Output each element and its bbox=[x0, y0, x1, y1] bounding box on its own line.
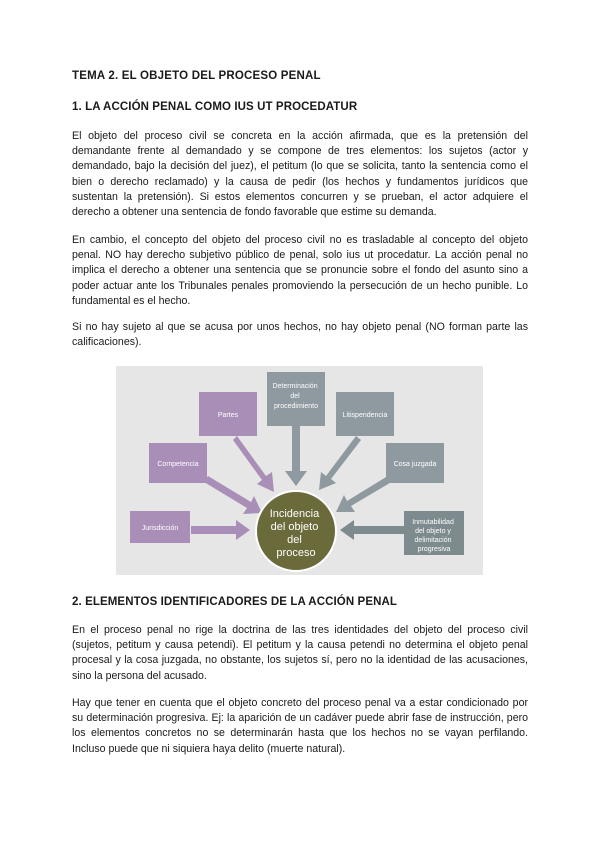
label-jurisdiccion: Jurisdicción bbox=[141, 525, 179, 532]
incidence-diagram bbox=[116, 366, 483, 575]
section-1-paragraph-1: El objeto del proceso civil se concreta en la acción afirmada, que es la pretensión del demandante frente al demandado y se compone de tres elementos: los sujetos (actor y demandado, bajo la decisión del juez), el petitum (lo que se solicita, tanto la sentencia como el bien o derecho reclamado) y la causa de pedir (los hechos y fundamentos jurídicos que sustentan la pretensión). Si estos elementos concurren y se prueban, el actor adquiere el derecho a obtener una sentencia de fondo favorable que estime su demanda. bbox=[72, 130, 528, 219]
label-litispendencia: Litispendencia bbox=[342, 412, 388, 419]
center-label: Incidencia del objeto del proceso bbox=[269, 508, 320, 559]
arrow-partes bbox=[233, 436, 274, 492]
label-competencia: Competencia bbox=[157, 461, 199, 468]
label-inmutabilidad: Inmutabilidad del objeto y delimitación progresiva bbox=[412, 519, 454, 553]
arrow-inmutabilidad bbox=[340, 520, 404, 540]
diagram-svg bbox=[116, 366, 483, 575]
arrow-litispendencia bbox=[319, 436, 361, 490]
arrow-competencia bbox=[204, 476, 262, 514]
section-1-paragraph-2: En cambio, el concepto del objeto del proceso civil no es trasladable al concepto del objeto penal. NO hay derecho subjetivo público de penal, solo ius ut procedatur. La acción penal no implica el derecho a obtener una sentencia que se pronuncie sobre el fondo del asunto sino a poder actuar ante los Tribunales penales promoviendo la persecución de un hecho punible. Lo fundamental es el hecho. bbox=[72, 234, 528, 307]
label-partes: Partes bbox=[217, 412, 239, 419]
section-1-heading: 1. LA ACCIÓN PENAL COMO IUS UT PROCEDATUR bbox=[72, 101, 358, 113]
section-2-heading: 2. ELEMENTOS IDENTIFICADORES DE LA ACCIÓN PENAL bbox=[72, 596, 398, 608]
label-procedimiento: Determinación del procedimiento bbox=[272, 383, 318, 410]
label-cosa-juzgada: Cosa juzgada bbox=[393, 461, 437, 468]
section-2-paragraph-2: Hay que tener en cuenta que el objeto concreto del proceso penal va a estar condicionado por su determinación progresiva. Ej: la aparición de un cadáver puede abrir fase de instrucción, pero los elementos concretos no se determinarán hasta que los hechos no se vayan perfilando. Incluso puede que ni siquiera haya delito (muerte natural). bbox=[72, 697, 528, 755]
document-title: TEMA 2. EL OBJETO DEL PROCESO PENAL bbox=[72, 70, 321, 82]
section-2-paragraph-1: En el proceso penal no rige la doctrina de las tres identidades del objeto del proceso civil (sujetos, petitum y causa petendi). El petitum y la causa petendi no determina el objeto penal procesal y la cosa juzgada, no obstante, los sujetos sí, pero no la identidad de las acusaciones, sino la persona del acusado. bbox=[72, 624, 528, 682]
section-1-paragraph-3: Si no hay sujeto al que se acusa por unos hechos, no hay objeto penal (NO forman parte las calificaciones). bbox=[72, 321, 528, 349]
arrow-procedimiento bbox=[285, 426, 307, 486]
arrow-jurisdiccion bbox=[191, 520, 250, 540]
